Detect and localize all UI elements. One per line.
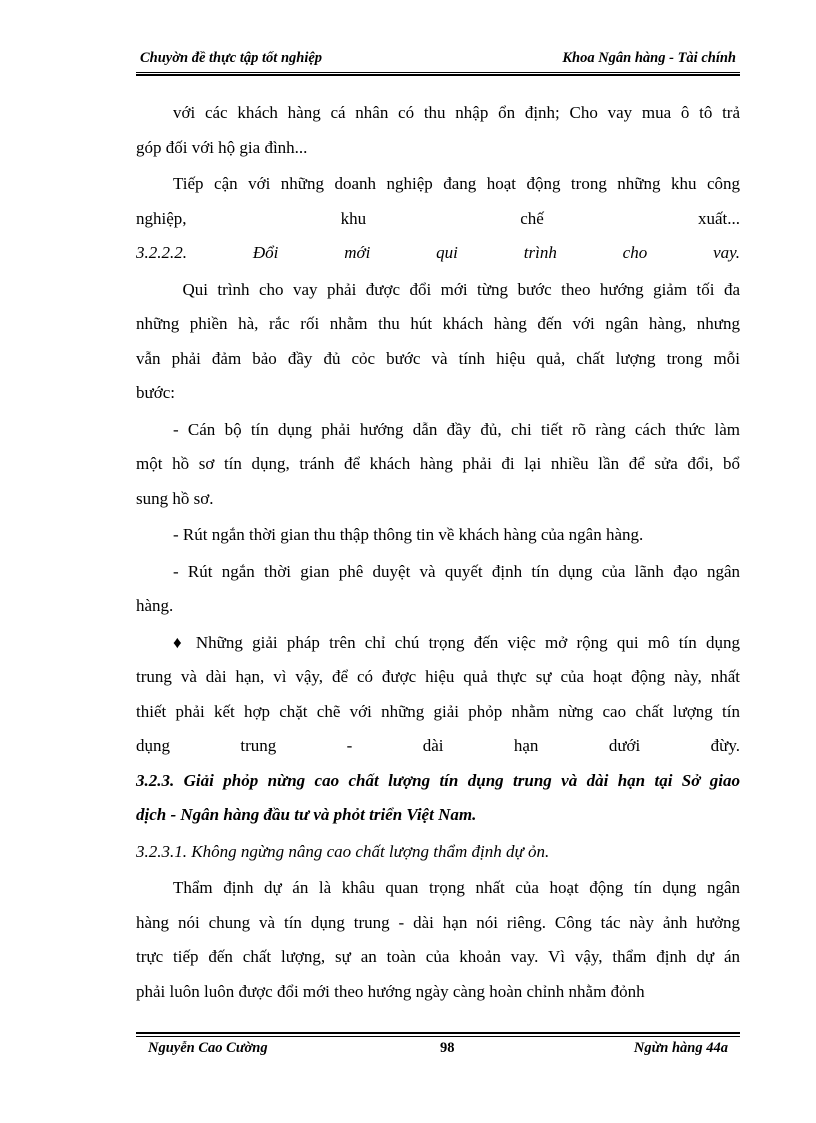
text-line: trực tiếp đến chất lượng, sự an toàn của khoản vay. Vì vậy, thẩm định dự án bbox=[136, 947, 740, 966]
text-line: vẫn phải đảm bảo đầy đủ cỏc bước và tính hiệu quả, chất lượng trong mỗi bbox=[136, 348, 740, 368]
paragraph-8 bbox=[136, 871, 740, 1009]
text-line: phải luôn luôn được đổi mới theo hướng ngày càng hoàn chỉnh nhằm đỏnh bbox=[136, 981, 645, 1001]
text-line: với các khách hàng cá nhân có thu nhập ổn định; Cho vay mua ô tô trả bbox=[173, 103, 740, 122]
heading-3-2-3 bbox=[136, 764, 740, 833]
heading-3-2-2-2 bbox=[136, 236, 740, 271]
page-footer bbox=[136, 1032, 740, 1064]
text-line: Thẩm định dự án là khâu quan trọng nhất của hoạt động tín dụng ngân bbox=[173, 878, 740, 897]
paragraph-6 bbox=[136, 555, 740, 624]
heading-text: 3.2.3.1. Không ngừng nâng cao chất lượng thẩm định dự ỏn. bbox=[136, 841, 550, 861]
text-line: hàng nói chung và tín dụng trung - dài hạn nói riêng. Công tác này ảnh hưởng bbox=[136, 912, 740, 932]
text-line: - Rút ngắn thời gian phê duyệt và quyết định tín dụng của lãnh đạo ngân bbox=[173, 561, 740, 581]
text-line: - Cán bộ tín dụng phải hướng dẫn đầy đủ, chi tiết rõ ràng cách thức làm bbox=[173, 419, 740, 439]
footer-rule bbox=[136, 1036, 740, 1037]
text-line: những phiền hà, rắc rối nhằm thu hút khách hàng đến với ngân hàng, nhưng bbox=[136, 314, 740, 333]
text-line: dụng trung - dài hạn dưới đừy. bbox=[136, 736, 740, 755]
text-line: thiết phải kết hợp chặt chẽ với những giải phỏp nhằm nừng cao chất lượng tín bbox=[136, 701, 740, 721]
heading-text: dịch - Ngân hàng đầu tư và phỏt triển Việt Nam. bbox=[136, 805, 477, 824]
text-line: bước: bbox=[136, 383, 175, 402]
text-line: góp đối với hộ gia đình... bbox=[136, 137, 308, 157]
heading-text: 3.2.3. Giải phỏp nừng cao chất lượng tín dụng trung và dài hạn tại Sở giao bbox=[136, 770, 740, 790]
footer-class: Ngừn hàng 44a bbox=[633, 1040, 728, 1056]
text-line: sung hồ sơ. bbox=[136, 488, 214, 508]
footer-author: Nguyễn Cao Cường bbox=[148, 1040, 268, 1056]
page-header bbox=[136, 46, 740, 73]
text-line: nghiệp, khu chế xuất... bbox=[136, 208, 740, 228]
paragraph-7 bbox=[136, 626, 740, 764]
text-line: trung và dài hạn, vì vậy, để có được hiệu quả thực sự của hoạt động này, nhất bbox=[136, 667, 740, 686]
paragraph-4 bbox=[136, 413, 740, 517]
heading-text: 3.2.2.2. Đổi mới qui trình cho vay. bbox=[136, 243, 740, 262]
header-left-title: Chuyờn đề thực tập tốt nghiệp bbox=[140, 50, 323, 66]
paragraph-1 bbox=[136, 96, 740, 165]
text-line: hàng. bbox=[136, 596, 174, 615]
page-body bbox=[136, 96, 740, 1009]
header-right-title: Khoa Ngân hàng - Tài chính bbox=[562, 50, 736, 66]
text-line: Qui trình cho vay phải được đổi mới từng bước theo hướng giảm tối đa bbox=[173, 279, 740, 299]
header-rule bbox=[136, 74, 740, 76]
paragraph-2 bbox=[136, 167, 740, 236]
text-line: Tiếp cận với những doanh nghiệp đang hoạt động trong những khu công bbox=[173, 174, 740, 193]
text-line: - Rút ngắn thời gian thu thập thông tin về khách hàng của ngân hàng. bbox=[173, 525, 644, 544]
paragraph-5 bbox=[136, 518, 740, 553]
paragraph-3 bbox=[136, 273, 740, 411]
page-number: 98 bbox=[440, 1040, 455, 1056]
text-line: ♦ Những giải pháp trên chỉ chú trọng đến việc mở rộng qui mô tín dụng bbox=[173, 632, 740, 652]
text-line: một hồ sơ tín dụng, tránh để khách hàng phải đi lại nhiều lần để sửa đổi, bổ bbox=[136, 454, 740, 473]
heading-3-2-3-1 bbox=[136, 835, 740, 870]
